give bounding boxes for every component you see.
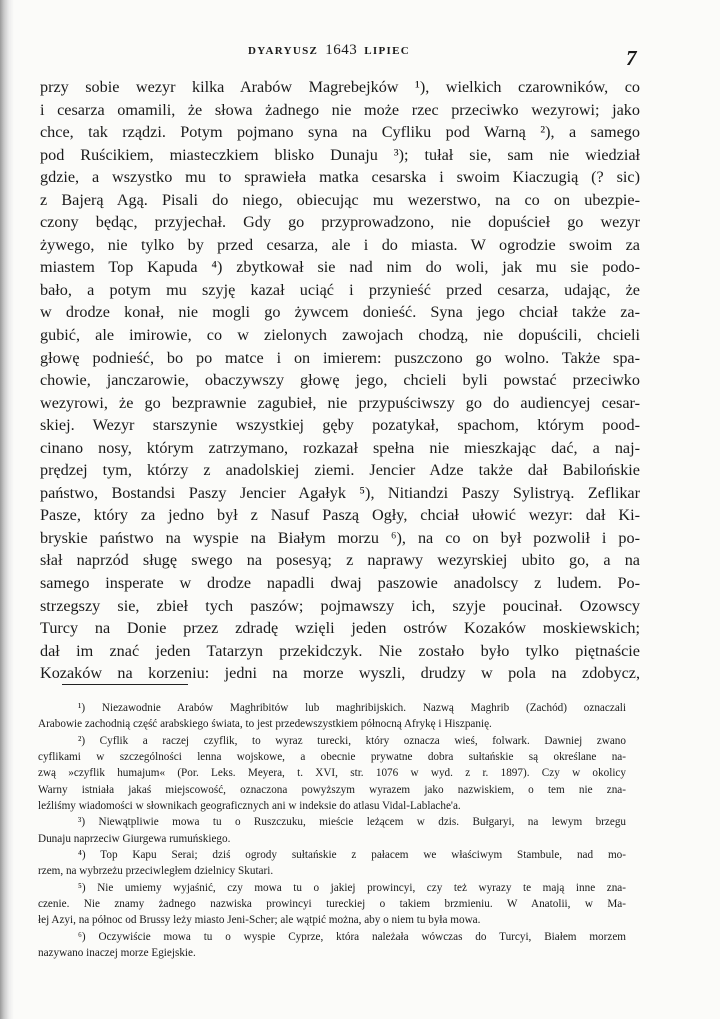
footnote (38, 880, 626, 929)
footnote-line: Dunaju naprzeciw Giurgewa rumuńskiego. (38, 832, 231, 845)
text-line: chce, tak rządzi. Potym pojmano syna na Cyfliku pod Warną ²), a samego (40, 123, 640, 142)
book-binding-shadow (0, 0, 14, 1019)
footnote-text: Oczywiście mowa tu o wyspie Cyprze, która należała wówczas do Turcyi, Białem morzem (98, 930, 626, 943)
footnote-marker: ⁶) (78, 930, 86, 943)
page-header (0, 38, 720, 70)
footnote-line: nazywano inaczej morze Egiejskie. (38, 947, 196, 960)
text-line: czony będąc, przyjechał. Gdy go przyprowadzono, nie dopuścieł go wezyr (40, 213, 640, 232)
footnote-rule (62, 684, 188, 685)
footnote (38, 814, 626, 847)
text-line: bryskie państwo na wyspie na Białym morzu ⁶), na co on był pozwolił i po- (40, 528, 640, 547)
text-line: słał naprzód sługę swego na posesyą; z naprawy wezyrskiej ubito go, a na (40, 551, 640, 570)
footnote-marker: ³) (78, 816, 86, 829)
text-line: miastem Top Kapuda ⁴) zbytkował sie nad nim do woli, jak mu sie podo- (40, 258, 640, 277)
text-line: Kozaków na korzeniu: jedni na morze wyszli, drudzy w pola na zdobycz, (40, 664, 640, 683)
text-line: chowie, janczarowie, obaczywszy głowę jego, chcieli byli powstać przeciwko (40, 371, 640, 390)
text-line: gdzie, a wszystko mu to sprawieła matka cesarska i swoim Kiaczugią (? sic) (40, 168, 640, 187)
text-line: Turcy na Donie przez zdradę wzięli jeden ostrów Kozaków moskiewskich; (40, 619, 640, 638)
text-line: skiej. Wezyr starszynie wszystkiej gęby pozatykał, spachom, którym pood- (40, 416, 640, 435)
text-line: prędzej tym, którzy z anadolskiej ziemi. Jencier Adze także dał Babilońskie (40, 461, 640, 480)
footnote-first-line (38, 700, 626, 716)
text-line: głowę podnieść, bo po matce i on imierem: puszczono go wolno. Także spa- (40, 348, 640, 367)
text-line: wezyrowi, że go bezprawnie zagubieł, nie przypuściwszy go do audiencyej cesar- (40, 393, 640, 412)
running-head (248, 42, 410, 59)
footnote-line: leźliśmy wiadomości w słownikach geograficznych ani w indeksie do atlasu Vidal-Lablache'a. (38, 800, 461, 813)
main-text (40, 76, 640, 685)
footnotes-section (38, 700, 626, 962)
footnote-marker: ⁵) (78, 881, 86, 894)
footnote-marker: ⁴) (78, 849, 86, 862)
text-line: państwo, Bostandsi Paszy Jencier Agałyk ⁵), Nitiandzi Paszy Sylistryą. Zeflikar (40, 483, 640, 502)
footnote-marker: ²) (78, 734, 86, 747)
footnote-line: Arabowie zachodnią część arabskiego świata, to jest przedewszystkiem północną Afrykę i Hiszpanię. (38, 718, 492, 731)
footnote-first-line (38, 733, 626, 749)
footnote-line: czenie. Nie znamy żadnego nazwiska prowincyi tureckiej o takiem brzmieniu. W Anatolii, w Ma- (38, 898, 626, 911)
text-line: gubić, ale imirowie, co w zielonych zawojach chodzą, nie dopuścili, chcieli (40, 326, 640, 345)
footnote (38, 929, 626, 962)
footnote-line: rzem, na wybrzeżu przeciwległem dzielnicy Skutari. (38, 865, 274, 878)
footnote-line: cyflikami w szczególności lenna wojskowe, a obecnie prywatne dobra sułtańskie są określane na- (38, 751, 626, 764)
text-line: strzegszy sie, zbieł tych paszów; pojmawszy ich, szyje poucinał. Ozowscy (40, 596, 640, 615)
footnote-text: Niewątpliwie mowa tu o Ruszczuku, mieście leżącem w dzis. Bułgaryi, na lewym brzegu (98, 816, 626, 829)
footnote-first-line (38, 847, 626, 863)
text-line: i cesarza omamili, że słowa żadnego nie może rzec przeciwko wezyrowi; jako (40, 100, 640, 119)
footnote-text: Top Kapu Serai; dziś ogrody sułtańskie z pałacem we właściwym Stambule, nad mo- (100, 849, 626, 862)
footnote-first-line (38, 880, 626, 896)
footnote-line: Warny istniała jakaś miejscowość, oznaczona powyższym wyrazem jako nazwiskiem, o tem nie zna- (38, 783, 626, 796)
page-number: 7 (626, 46, 637, 70)
text-line: dał im znać jeden Tatarzyn przekidczyk. Nie zostało było tylko piętnaście (40, 641, 640, 660)
footnote-text: Niezawodnie Arabów Maghribitów lub maghribijskich. Nazwą Maghrib (Zachód) oznaczali (101, 702, 626, 714)
text-line: cinano nosy, którym zatrzymano, rozkazał spełna nie mieszkając dać, a naj- (40, 438, 640, 457)
footnote-line: zwą »czyflik humajum« (Por. Leks. Meyera, t. XVI, str. 1076 w wyd. z r. 1897). Czy w okolicy (38, 767, 626, 780)
footnote (38, 733, 626, 815)
footnote (38, 700, 626, 733)
running-head-title: DYARYUSZ (248, 45, 319, 57)
text-line: w drodze konał, nie mogli go żywcem donieść. Syna jego chciał także za- (40, 303, 640, 322)
running-head-month: LIPIEC (364, 45, 410, 57)
text-line: przy sobie wezyr kilka Arabów Magrebejków ¹), wielkich czarowników, co (40, 78, 640, 96)
text-line: bało, a potym mu szyję kazał uciąć i przynieść przed cesarza, udając, że (40, 280, 640, 299)
text-line: Pasze, który za jedno był z Nasuf Paszą Ogły, chciał ułowić wezyr: dał Ki- (40, 506, 640, 525)
footnote (38, 847, 626, 880)
footnote-text: Cyflik a raczej czyflik, to wyraz turecki, który oznacza wieś, folwark. Dawniej zwano (99, 734, 626, 747)
footnote-first-line (38, 929, 626, 945)
text-line: pod Ruścikiem, miasteczkiem blisko Dunaju ³); tułał sie, sam nie wiedział (40, 145, 640, 164)
footnote-line: łej Azyi, na północ od Brussy leży miasto Jeni-Scher; ale wątpić można, aby o niem tu była mowa. (38, 914, 481, 927)
text-line: z Bajerą Agą. Pisali do niego, obiecując mu wezerstwo, na co on ubezpie- (40, 190, 640, 209)
footnote-marker: ¹) (78, 702, 86, 714)
text-line: samego insperate w drodze napadli dwaj paszowie anadolscy z ludem. Po- (40, 574, 640, 593)
footnote-first-line (38, 814, 626, 830)
footnote-text: Nie umiemy wyjaśnić, czy mowa tu o jakiej prowincyi, czy też wyrazy te mają inne zna- (97, 881, 626, 894)
running-head-year: 1643 (325, 42, 358, 58)
text-line: żywego, nie tylko by przed cesarza, ale i do miasta. W ogrodzie swoim za (40, 235, 640, 254)
